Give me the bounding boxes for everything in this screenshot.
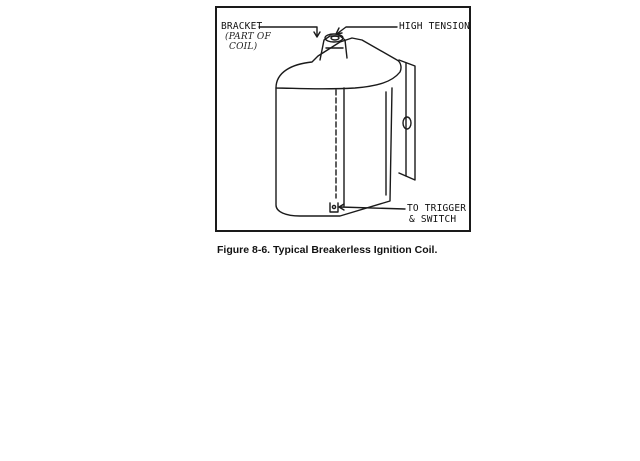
high-tension-label: HIGH TENSION — [399, 21, 471, 32]
trigger-terminal — [330, 203, 338, 212]
mounting-bracket — [399, 60, 415, 180]
high-tension-leader — [338, 27, 397, 33]
to-trigger-label-line1: TO TRIGGER — [407, 203, 467, 214]
bracket-note-line1: (PART OF — [225, 32, 271, 42]
to-trigger-label-line2: & SWITCH — [409, 214, 457, 225]
high-tension-tower — [320, 34, 347, 60]
coil-body — [276, 38, 401, 216]
trigger-leader — [340, 207, 405, 209]
figure-caption: Figure 8-6. Typical Breakerless Ignition Coil. — [217, 244, 438, 256]
bracket-label: BRACKET — [221, 21, 263, 32]
bracket-note-line2: COIL) — [229, 42, 258, 52]
